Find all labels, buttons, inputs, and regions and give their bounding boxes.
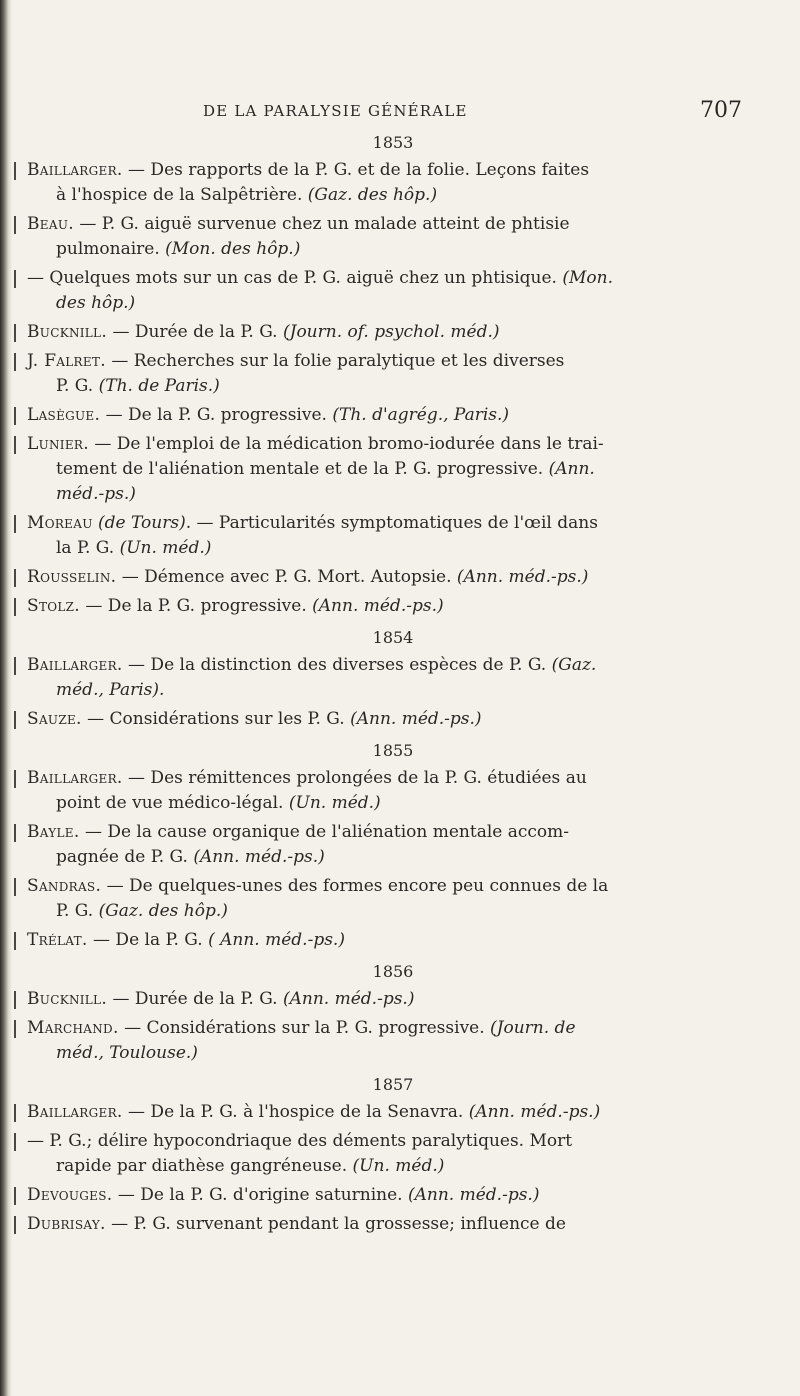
bibliography-entry <box>0 874 800 924</box>
bibliography-entry <box>0 212 800 262</box>
margin-rule <box>14 1187 16 1205</box>
entry-text: — De la P. G. ( Ann. méd.-ps.) <box>93 930 345 950</box>
entry-author: Bucknill. <box>27 322 108 342</box>
year-heading: 1853 <box>372 133 414 152</box>
margin-rule <box>14 878 16 896</box>
bibliography-entry <box>0 987 800 1012</box>
entry-first-line <box>27 511 778 536</box>
margin-rule <box>14 270 16 288</box>
running-title: DE LA PARALYSIE GÉNÉRALE <box>203 102 468 120</box>
entry-continuation-line: rapide par diathèse gangréneuse. (Un. méd.) <box>56 1156 445 1176</box>
entry-author: Devouges. <box>27 1185 113 1205</box>
entry-continuation-line: la P. G. (Un. méd.) <box>56 538 212 558</box>
entry-text: — De la P. G. d'origine saturnine. (Ann. méd.-ps.) <box>117 1185 540 1205</box>
entry-author: Lasègue. <box>27 405 101 425</box>
entry-author: Beau. <box>27 214 74 234</box>
entry-first-line <box>27 874 778 899</box>
margin-rule <box>14 353 16 371</box>
entry-author: Baillarger. <box>27 160 123 180</box>
entry-author: Dubrisay. <box>27 1214 106 1234</box>
bibliography-entry <box>0 594 800 619</box>
entry-first-line <box>27 594 778 619</box>
margin-rule <box>14 991 16 1009</box>
entry-text: — Durée de la P. G. (Ann. méd.-ps.) <box>112 989 415 1009</box>
entry-first-line <box>27 1129 778 1154</box>
bibliography-entry <box>0 320 800 345</box>
entry-author: Moreau <box>27 513 93 533</box>
bibliography-entry <box>0 707 800 732</box>
entry-text: — P. G. survenant pendant la grossesse; influence de <box>111 1214 566 1234</box>
entry-continuation-line: à l'hospice de la Salpêtrière. (Gaz. des hôp.) <box>56 185 438 205</box>
margin-rule <box>14 711 16 729</box>
entry-author: Lunier. <box>27 434 89 454</box>
entry-continuation-line: P. G. (Gaz. des hôp.) <box>56 901 228 921</box>
bibliography-entry <box>0 432 800 507</box>
entry-author: Sandras. <box>27 876 102 896</box>
entry-first-line <box>27 820 778 845</box>
entry-first-line <box>27 1212 778 1237</box>
entry-first-line <box>27 565 778 590</box>
bibliography-entry <box>0 928 800 953</box>
entry-first-line <box>27 1100 778 1125</box>
entry-text: — Des rémittences prolongées de la P. G. étudiées au <box>128 768 587 788</box>
margin-rule <box>14 932 16 950</box>
entry-author: J. Falret. <box>27 351 106 371</box>
bibliography-entry <box>0 349 800 399</box>
entry-continuation-line: pagnée de P. G. (Ann. méd.-ps.) <box>56 847 325 867</box>
entry-text: — De la P. G. progressive. (Ann. méd.-ps.) <box>85 596 444 616</box>
entry-text: — Durée de la P. G. (Journ. of. psychol. méd.) <box>112 322 500 342</box>
entry-text: — Quelques mots sur un cas de P. G. aiguë chez un phtisique. (Mon. <box>27 268 613 288</box>
entry-author: Bucknill. <box>27 989 108 1009</box>
entry-first-line <box>27 987 778 1012</box>
entry-author: Baillarger. <box>27 1102 123 1122</box>
bibliography-entry <box>0 653 800 703</box>
margin-rule <box>14 657 16 675</box>
entry-author: Trélat. <box>27 930 88 950</box>
entry-text: — De la P. G. progressive. (Th. d'agrég., Paris.) <box>105 405 510 425</box>
entry-continuation-line: méd., Toulouse.) <box>56 1043 198 1063</box>
margin-rule <box>14 324 16 342</box>
margin-rule <box>14 569 16 587</box>
margin-rule <box>14 1020 16 1038</box>
entry-first-line <box>27 403 778 428</box>
margin-rule <box>14 1104 16 1122</box>
year-heading: 1855 <box>372 741 414 760</box>
entry-continuation-line: méd., Paris). <box>56 680 165 700</box>
entry-author: Baillarger. <box>27 768 123 788</box>
margin-rule <box>14 515 16 533</box>
margin-rule <box>14 407 16 425</box>
entry-first-line <box>27 766 778 791</box>
entry-text: — De l'emploi de la médication bromo-iodurée dans le trai- <box>94 434 604 454</box>
entry-first-line <box>27 1183 778 1208</box>
entry-author: Sauze. <box>27 709 82 729</box>
margin-rule <box>14 1216 16 1234</box>
entry-first-line <box>27 928 778 953</box>
entry-author: Baillarger. <box>27 655 123 675</box>
bibliography-entry <box>0 1212 800 1237</box>
entry-continuation-line: des hôp.) <box>56 293 136 313</box>
entry-text: — P. G. aiguë survenue chez un malade atteint de phtisie <box>79 214 570 234</box>
margin-rule <box>14 770 16 788</box>
margin-rule <box>14 436 16 454</box>
entry-text: — De la distinction des diverses espèces de P. G. (Gaz. <box>128 655 597 675</box>
bibliography-entry <box>0 1100 800 1125</box>
entry-first-line <box>27 212 778 237</box>
entry-continuation-line: P. G. (Th. de Paris.) <box>56 376 220 396</box>
entry-first-line <box>27 158 778 183</box>
year-heading: 1857 <box>372 1075 414 1094</box>
margin-rule <box>14 1133 16 1151</box>
entry-author: Bayle. <box>27 822 80 842</box>
bibliography-entry <box>0 158 800 208</box>
entry-first-line <box>27 432 778 457</box>
year-heading: 1854 <box>372 628 414 647</box>
entry-text: — De la P. G. à l'hospice de la Senavra. (Ann. méd.-ps.) <box>128 1102 601 1122</box>
margin-rule <box>14 216 16 234</box>
bibliography-entry <box>0 403 800 428</box>
bibliography-entry <box>0 511 800 561</box>
entry-continuation-line: point de vue médico-légal. (Un. méd.) <box>56 793 381 813</box>
entry-first-line <box>27 266 778 291</box>
entry-text: — De la cause organique de l'aliénation mentale accom- <box>84 822 570 842</box>
entry-text: — P. G.; délire hypocondriaque des déments paralytiques. Mort <box>27 1131 573 1151</box>
entry-text: — Recherches sur la folie paralytique et les diverses <box>111 351 565 371</box>
entry-text: (de Tours). — Particularités symptomatiques de l'œil dans <box>98 513 598 533</box>
entry-first-line <box>27 707 778 732</box>
bibliography-entry <box>0 766 800 816</box>
margin-rule <box>14 824 16 842</box>
bibliography-entry <box>0 820 800 870</box>
bibliography-entry <box>0 565 800 590</box>
entry-first-line <box>27 349 778 374</box>
entry-author: Stolz. <box>27 596 80 616</box>
entry-continuation-line: méd.-ps.) <box>56 484 136 504</box>
entry-author: Rousselin. <box>27 567 117 587</box>
bibliography-entry <box>0 266 800 316</box>
year-heading: 1856 <box>372 962 414 981</box>
bibliography-list <box>0 128 800 1241</box>
bibliography-entry <box>0 1016 800 1066</box>
bibliography-entry <box>0 1129 800 1179</box>
entry-author: Marchand. <box>27 1018 119 1038</box>
entry-first-line <box>27 320 778 345</box>
entry-text: — Des rapports de la P. G. et de la folie. Leçons faites <box>128 160 590 180</box>
entry-text: — Considérations sur les P. G. (Ann. méd.-ps.) <box>87 709 482 729</box>
entry-text: — De quelques-unes des formes encore peu connues de la <box>106 876 609 896</box>
margin-rule <box>14 162 16 180</box>
margin-rule <box>14 598 16 616</box>
entry-text: — Démence avec P. G. Mort. Autopsie. (Ann. méd.-ps.) <box>121 567 589 587</box>
running-head <box>0 98 800 126</box>
entry-continuation-line: pulmonaire. (Mon. des hôp.) <box>56 239 301 259</box>
page-number: 707 <box>700 98 742 123</box>
bibliography-entry <box>0 1183 800 1208</box>
entry-text: — Considérations sur la P. G. progressive. (Journ. de <box>124 1018 576 1038</box>
entry-first-line <box>27 1016 778 1041</box>
entry-continuation-line: tement de l'aliénation mentale et de la P. G. progressive. (Ann. <box>56 459 595 479</box>
entry-first-line <box>27 653 778 678</box>
